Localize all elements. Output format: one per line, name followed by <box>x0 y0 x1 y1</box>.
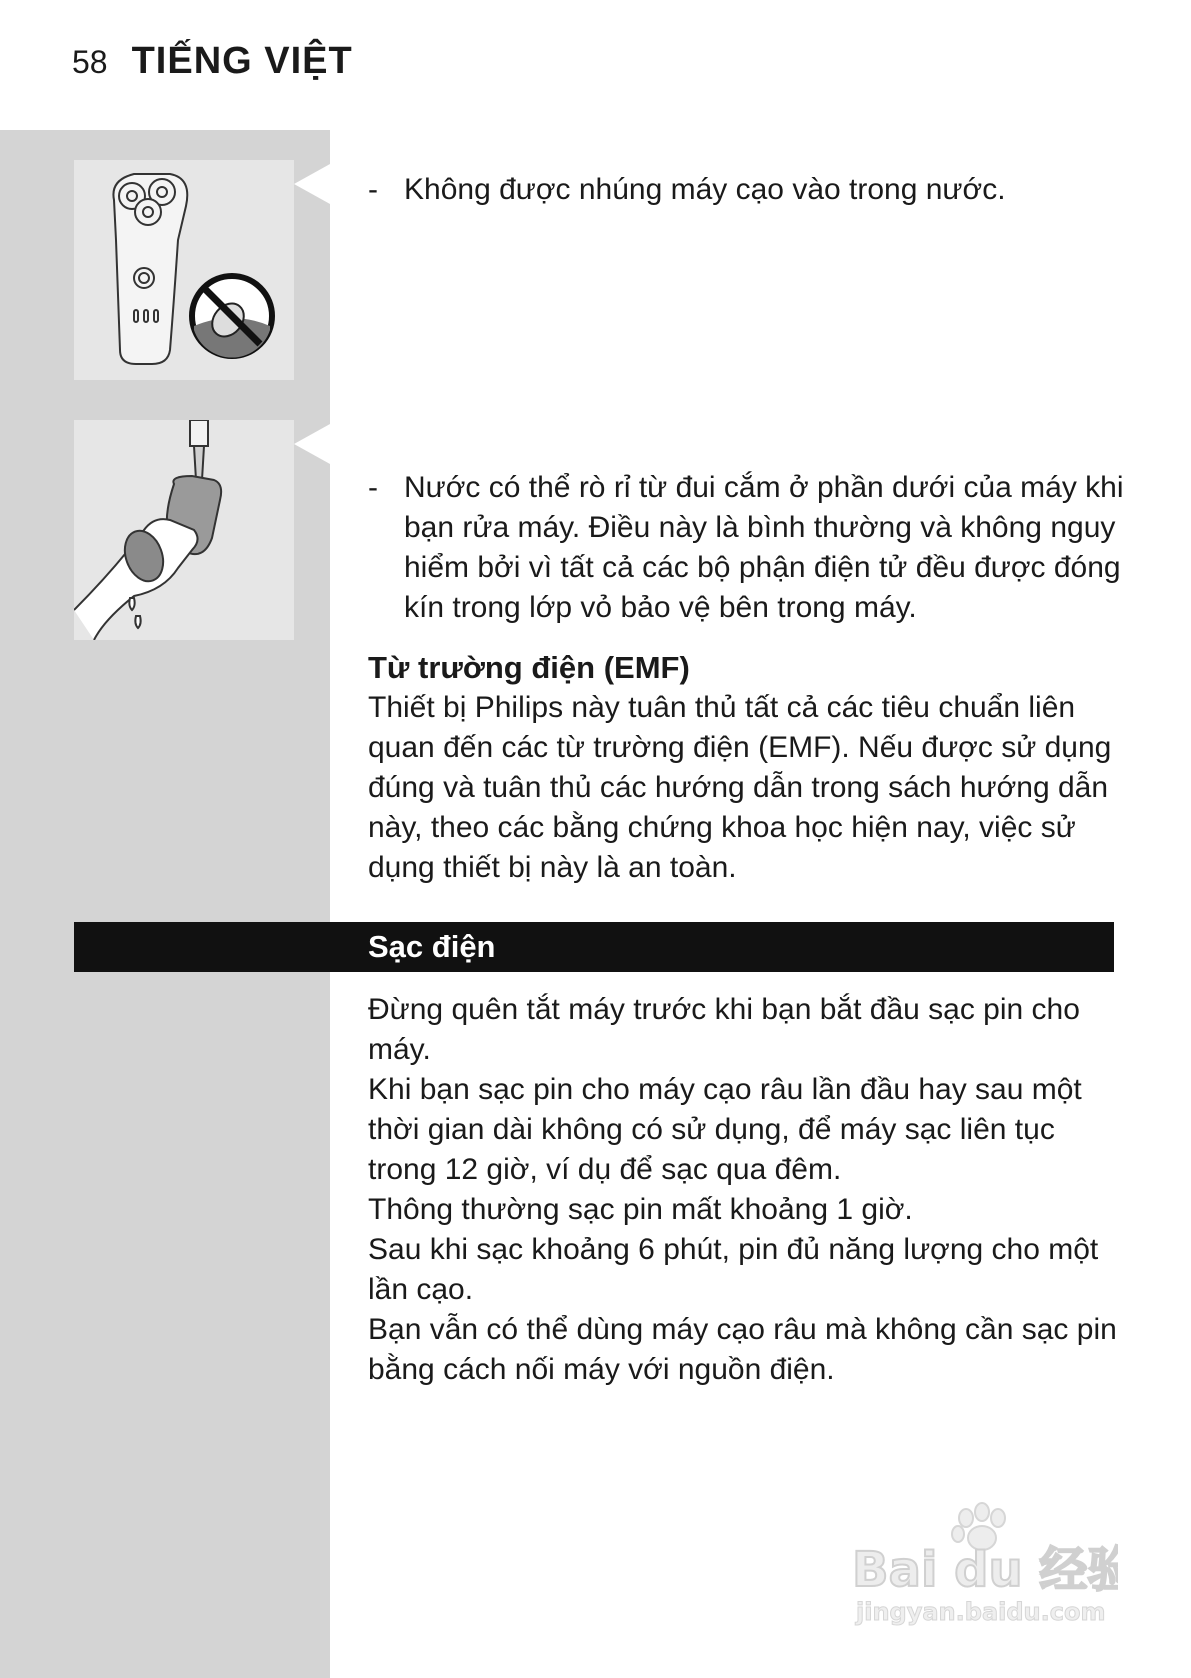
watermark-logo <box>848 1500 1118 1630</box>
figure-pointer <box>294 424 330 464</box>
emf-body: Thiết bị Philips này tuân thủ tất cả các tiêu chuẩn liên quan đến các từ trường điện (EMF). Nếu được sử dụng đúng và tuân thủ các hướng dẫn trong sách hướng dẫn này, theo các bằng chứng khoa học hiện nay, việc sử dụng thiết bị này là an toàn. <box>368 691 1112 884</box>
language-title: TIẾNG VIỆT <box>131 40 353 82</box>
charging-paragraph: Khi bạn sạc pin cho máy cạo râu lần đầu hay sau một thời gian dài không có sử dụng, để máy sạc liên tục trong 12 giờ, ví dụ để sạc qua đêm. <box>368 1073 1082 1186</box>
bullet-dash: - <box>368 173 378 206</box>
emf-heading: Từ trường điện (EMF) <box>368 650 690 685</box>
bullet-dash: - <box>368 471 378 504</box>
shaver-not-immerse-icon <box>74 160 294 380</box>
charging-paragraph: Thông thường sạc pin mất khoảng 1 giờ. <box>368 1193 913 1226</box>
charging-paragraph: Sau khi sạc khoảng 6 phút, pin đủ năng lượng cho một lần cạo. <box>368 1233 1099 1306</box>
charging-paragraph: Bạn vẫn có thể dùng máy cạo râu mà không cần sạc pin bằng cách nối máy với nguồn điện. <box>368 1313 1117 1386</box>
page-header <box>72 40 353 90</box>
emf-section <box>368 648 1128 888</box>
watermark-brand: Bai du 经验 <box>852 1542 1118 1598</box>
bullet-text: Nước có thể rò rỉ từ đui cắm ở phần dưới của máy khi bạn rửa máy. Điều này là bình thường và không nguy hiểm bởi vì tất cả các bộ phận điện tử đều được đóng kín trong lớp vỏ bảo vệ bên trong máy. <box>404 471 1124 624</box>
bullet-text: Không được nhúng máy cạo vào trong nước. <box>404 173 1006 206</box>
charging-paragraph: Đừng quên tắt máy trước khi bạn bắt đầu sạc pin cho máy. <box>368 993 1080 1066</box>
section-header-bar <box>74 922 1114 972</box>
bullet-water-leak <box>368 468 1164 628</box>
watermark-url: jingyan.baidu.com <box>856 1598 1106 1626</box>
page-number: 58 <box>72 44 108 80</box>
charging-section <box>368 990 1128 1390</box>
rinsing-shaver-icon <box>74 420 294 640</box>
figure-pointer <box>294 164 330 204</box>
bullet-no-immersion <box>368 170 1164 210</box>
section-title-charging: Sạc điện <box>368 929 496 964</box>
